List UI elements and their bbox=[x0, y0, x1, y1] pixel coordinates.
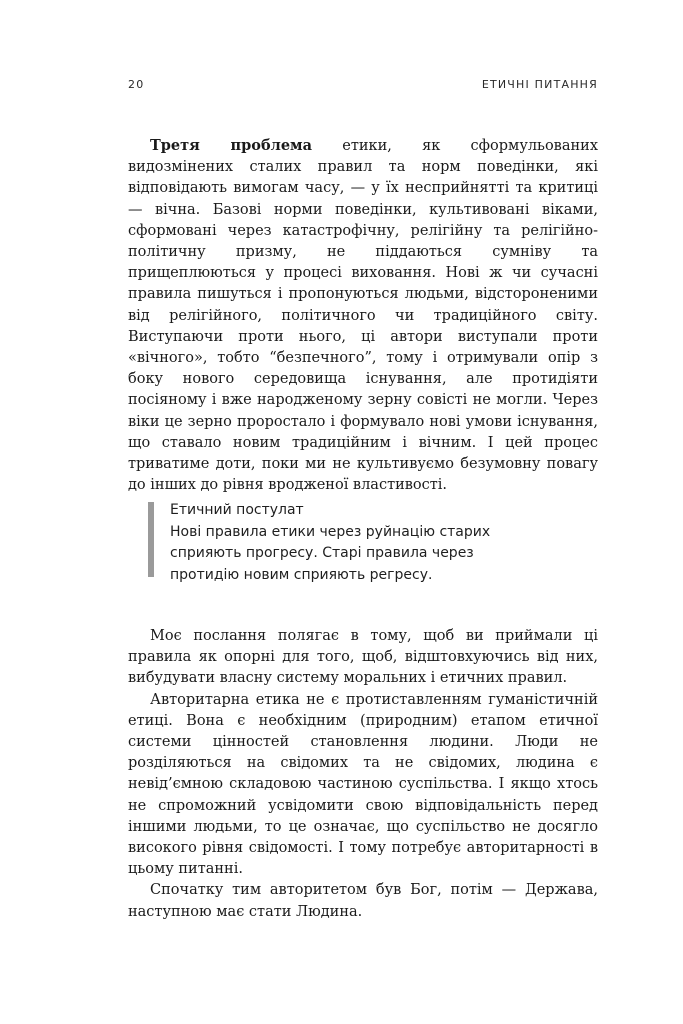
paragraph-third-problem bbox=[128, 135, 598, 496]
ethical-postulate-callout bbox=[148, 500, 588, 583]
paragraph: Авторитарна етика не є протиставленням гуманістичній етиці. Вона є необхідним (природним) етапом етичної системи цінностей становлення людини. Люди не розділяються на свідомих та не свідомих, людина є невід’ємною складовою частиною суспільства. І якщо хтось не спроможний усвідомити свою відповідальність перед іншими людьми, то це означає, що суспільство не досягло високого рівня свідомості. І тому потребує авторитарності в цьому питанні. bbox=[128, 691, 598, 878]
callout-line: Нові правила етики через руйнацію старих bbox=[170, 523, 491, 540]
callout-line: протидію новим сприяють регресу. bbox=[170, 566, 433, 583]
paragraph: Спочатку тим авторитетом був Бог, потім — Держава, наступною має стати Людина. bbox=[128, 882, 598, 920]
text-block-2 bbox=[128, 626, 598, 923]
page-number: 20 bbox=[128, 78, 145, 91]
running-title: ЕТИЧНІ ПИТАННЯ bbox=[481, 78, 598, 91]
callout-text bbox=[170, 500, 590, 586]
paragraph bbox=[128, 135, 598, 496]
callout-title: Етичний постулат bbox=[170, 502, 304, 518]
paragraph: Моє послання полягає в тому, щоб ви приймали ці правила як опорні для того, щоб, відштовхуючись від них, вибудувати власну систему моральних і етичних правил. bbox=[128, 628, 598, 687]
callout-line: сприяють прогресу. Старі правила через bbox=[170, 545, 474, 561]
callout-bar bbox=[148, 502, 154, 577]
bold-lead: Третя проблема bbox=[150, 137, 313, 154]
page-header bbox=[128, 78, 598, 98]
paragraph-text: етики, як сформульованих видозмінених сталих правил та норм поведінки, які відповідають вимогам часу, — у їх несприйнятті та критиці — вічна. Базові норми поведінки, культивовані віками, сформовані через катастрофічну, релігійну та релігійно-політичну призму, не піддаються сумніву та прищеплюються у процесі виховання. Нові ж чи сучасні правила пишуться і пропонуються людьми, відстороненими від релігійного, політичного чи традиційного світу. Виступаючи проти нього, ці автори виступали проти «вічного», тобто “безпечного”, тому і отримували опір з боку нового середовища існування, але протидіяти посіяному і вже народженому зерну совісті не могли. Через віки це зерно проростало і формувало нові умови існування, що ставало новим традиційним і вічним. І цей процес триватиме доти, поки ми не культивуємо безумовну повагу до інших до рівня вродженої властивості. bbox=[128, 138, 598, 494]
